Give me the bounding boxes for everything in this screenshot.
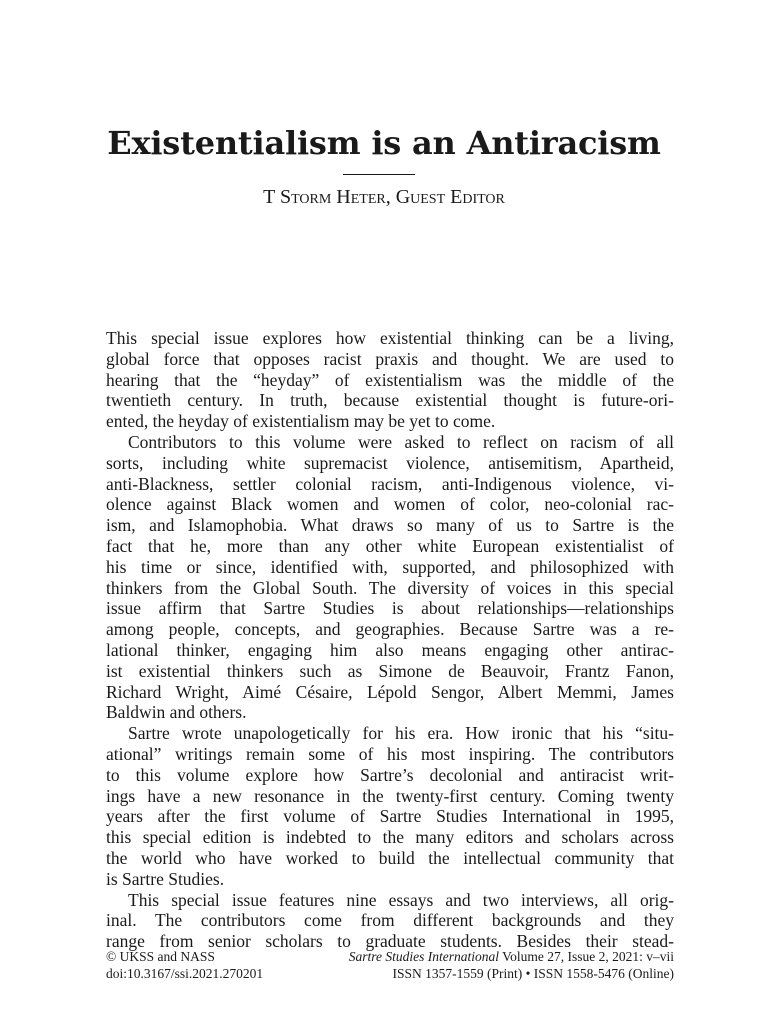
text-line: years after the first volume of Sartre Studies International in 1995, bbox=[106, 806, 674, 827]
footer-copyright: © UKSS and NASS bbox=[106, 949, 215, 964]
text-line: ings have a new resonance in the twenty-first century. Coming twenty bbox=[106, 785, 674, 806]
article-byline: T Storm Heter, Guest Editor bbox=[263, 186, 505, 208]
text-line: range from senior scholars to graduate students. Besides their stead- bbox=[106, 931, 674, 952]
footer-issn: ISSN 1357-1559 (Print) • ISSN 1558-5476 (Online) bbox=[392, 966, 674, 981]
text-line: ented, the heyday of existentialism may be yet to come. bbox=[106, 411, 496, 432]
text-line: the world who have worked to build the intellectual community that bbox=[106, 847, 674, 868]
footer-doi: doi:10.3167/ssi.2021.270201 bbox=[106, 966, 264, 981]
text-line: to this volume explore how Sartre’s decolonial and antiracist writ- bbox=[106, 764, 674, 785]
text-line: lational thinker, engaging him also means engaging other antirac- bbox=[106, 639, 674, 660]
text-line: Contributors to this volume were asked to reflect on racism of all bbox=[128, 431, 674, 452]
text-line: fact that he, more than any other white European existentialist of bbox=[106, 535, 674, 556]
text-line: is Sartre Studies. bbox=[106, 868, 225, 889]
text-line: inal. The contributors come from different backgrounds and they bbox=[106, 910, 674, 931]
footer-row-2 bbox=[106, 965, 674, 982]
text-line: Richard Wright, Aimé Césaire, Lépold Sengor, Albert Memmi, James bbox=[106, 681, 674, 702]
body-paragraph bbox=[106, 890, 674, 952]
text-line: olence against Black women and women of color, neo-colonial rac- bbox=[106, 494, 674, 515]
text-line: his time or since, identified with, supported, and philosophized with bbox=[106, 556, 674, 577]
footer-journal: Sartre Studies International bbox=[348, 949, 499, 964]
footer-row-1 bbox=[106, 948, 674, 965]
body-paragraph bbox=[106, 328, 674, 432]
text-line: hearing that the “heyday” of existentialism was the middle of the bbox=[106, 369, 674, 390]
text-line: ational” writings remain some of his most inspiring. The contributors bbox=[106, 743, 674, 764]
footer-volume: Volume 27, Issue 2, 2021: v–vii bbox=[502, 949, 674, 964]
text-line: sorts, including white supremacist violence, antisemitism, Apartheid, bbox=[106, 452, 674, 473]
title-divider bbox=[343, 174, 415, 175]
text-line: twentieth century. In truth, because existential thought is future-ori- bbox=[106, 390, 674, 411]
text-line: Baldwin and others. bbox=[106, 702, 247, 723]
text-line: this special edition is indebted to the many editors and scholars across bbox=[106, 827, 674, 848]
text-line: thinkers from the Global South. The diversity of voices in this special bbox=[106, 577, 674, 598]
article-title: Existentialism is an Antiracism bbox=[107, 124, 661, 162]
text-line: among people, concepts, and geographies. Because Sartre was a re- bbox=[106, 619, 674, 640]
article-body bbox=[106, 328, 674, 952]
text-line: Sartre wrote unapologetically for his era. How ironic that his “situ- bbox=[128, 723, 674, 744]
text-line: anti-Blackness, settler colonial racism, anti-Indigenous violence, vi- bbox=[106, 473, 674, 494]
page-footer bbox=[106, 948, 674, 982]
footer-citation bbox=[349, 948, 674, 965]
body-paragraph bbox=[106, 432, 674, 723]
text-line: ist existential thinkers such as Simone de Beauvoir, Frantz Fanon, bbox=[106, 660, 674, 681]
text-line: global force that opposes racist praxis and thought. We are used to bbox=[106, 348, 674, 369]
text-line: issue affirm that Sartre Studies is about relationships—relationships bbox=[106, 598, 674, 619]
text-line: This special issue features nine essays and two interviews, all orig- bbox=[128, 889, 674, 910]
body-paragraph bbox=[106, 723, 674, 889]
text-line: This special issue explores how existential thinking can be a living, bbox=[106, 328, 674, 348]
text-line: ism, and Islamophobia. What draws so many of us to Sartre is the bbox=[106, 515, 674, 536]
